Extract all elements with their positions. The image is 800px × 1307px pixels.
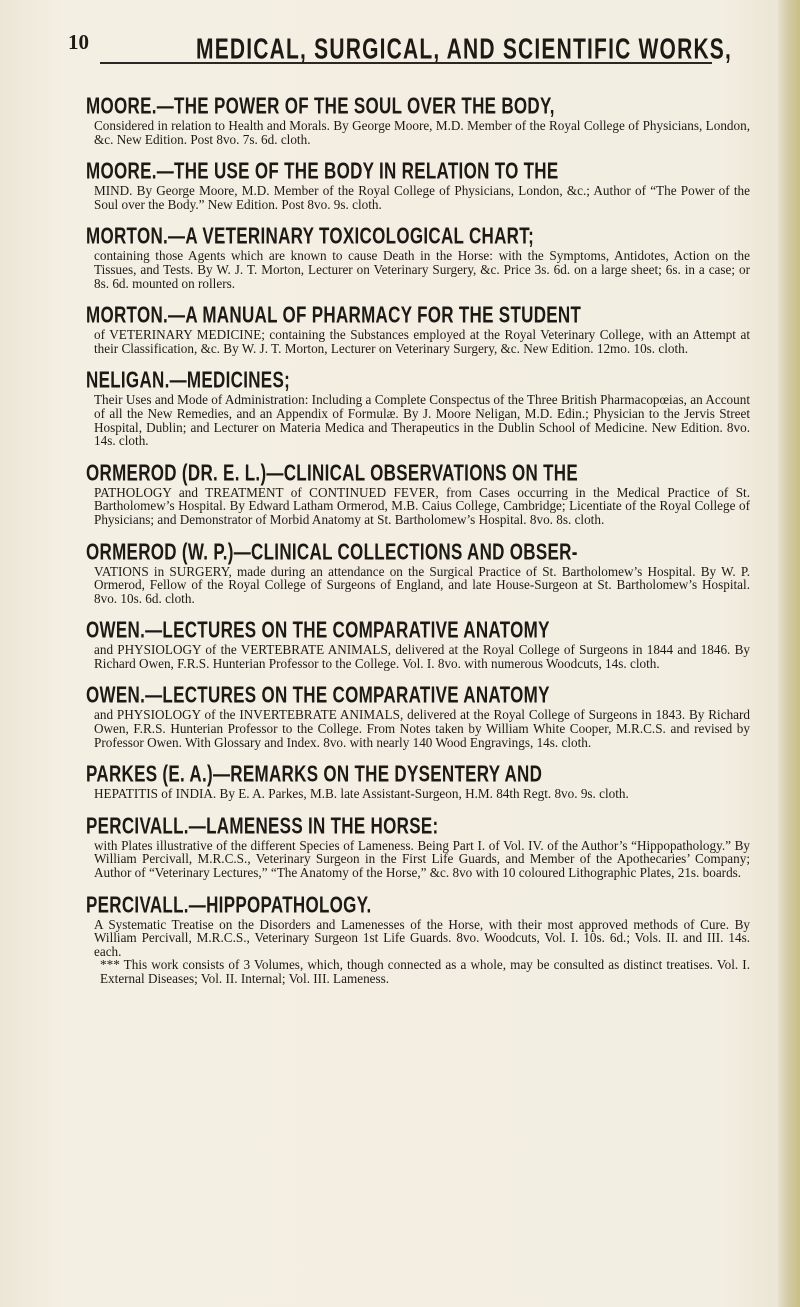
entry-description: and PHYSIOLOGY of the INVERTEBRATE ANIMALS, delivered at the Royal College of Surgeons in 1843. By Richard Owen, F.R.S. Hunterian Professor to the College. From Notes taken by William White Cooper, M.R.C.S. and revised by Professor Owen. With Glossary and Index. 8vo. with nearly 140 Wood Engravings, 14s. cloth.: [94, 707, 750, 750]
running-head: MEDICAL, SURGICAL, AND SCIENTIFIC WORKS,: [196, 34, 733, 66]
catalogue-entry: [86, 539, 752, 606]
catalogue-entry: [86, 460, 752, 527]
entry-headline: OWEN.—LECTURES ON THE COMPARATIVE ANATOMY: [86, 682, 550, 709]
entry-headline: ORMEROD (DR. E. L.)—CLINICAL OBSERVATIONS ON THE: [86, 459, 578, 486]
header-rule: [100, 62, 712, 64]
catalogue-entry: [86, 617, 752, 670]
entry-headline: MOORE.—THE USE OF THE BODY IN RELATION TO THE: [86, 158, 559, 185]
catalogue-entry: [86, 158, 752, 211]
page-number: 10: [68, 30, 89, 54]
entry-description: A Systematic Treatise on the Disorders and Lamenesses of the Horse, with their most approved methods of Cure. By William Percivall, M.R.C.S., Veterinary Surgeon 1st Life Guards. 8vo. Woodcuts, Vol. I. 10s. 6d.; Vols. II. and III. 14s. each.: [94, 916, 750, 959]
entry-headline: MOORE.—THE POWER OF THE SOUL OVER THE BODY,: [86, 93, 555, 120]
page-edge: [778, 0, 800, 1307]
entry-description: MIND. By George Moore, M.D. Member of the Royal College of Physicians, London, &c.; Author of “The Power of the Soul over the Body.” New Edition. Post 8vo. 9s. cloth.: [94, 183, 750, 212]
entry-description: containing those Agents which are known to cause Death in the Horse: with the Symptoms, Antidotes, Action on the Tissues, and Tests. By W. J. T. Morton, Lecturer on Veterinary Surgery, &c. Price 3s. 6d. on a large sheet; 6s. in a case; or 8s. 6d. mounted on rollers.: [94, 248, 750, 291]
catalogue-entry: [86, 302, 752, 355]
entry-headline: MORTON.—A VETERINARY TOXICOLOGICAL CHART;: [86, 223, 535, 250]
entry-headline: ORMEROD (W. P.)—CLINICAL COLLECTIONS AND OBSER-: [86, 538, 578, 565]
entry-headline: NELIGAN.—MEDICINES;: [86, 367, 291, 394]
catalogue-entry: [86, 682, 752, 749]
entry-description: VATIONS in SURGERY, made during an attendance on the Surgical Practice of St. Bartholomew’s Hospital. By W. P. Ormerod, Fellow of the Royal College of Surgeons of England, and late House-Surgeon at St. Bartholomew’s Hospital. 8vo. 10s. 6d. cloth.: [94, 563, 750, 606]
entry-headline: PERCIVALL.—LAMENESS IN THE HORSE:: [86, 812, 439, 840]
catalogue-entry: [86, 761, 752, 801]
entry-description: Their Uses and Mode of Administration: Including a Complete Conspectus of the Three British Pharmacopœias, an Account of all the New Remedies, and an Appendix of Formulæ. By J. Moore Neligan, M.D. Edin.; Physician to the Jervis Street Hospital, Dublin; and Lecturer on Materia Medica and Therapeutics in the Dublin School of Medicine. New Edition. 8vo. 14s. cloth.: [94, 392, 750, 449]
entry-description: of VETERINARY MEDICINE; containing the Substances employed at the Royal Veterinary College, with an Attempt at their Classification, &c. By W. J. T. Morton, Lecturer on Veterinary Surgery, &c. New Edition. 12mo. 10s. cloth.: [94, 327, 750, 356]
entry-description: PATHOLOGY and TREATMENT of CONTINUED FEVER, from Cases occurring in the Medical Practice of St. Bartholomew’s Hospital. By Edward Latham Ormerod, M.B. Caius College, Cambridge; Licentiate of the Royal College of Physicians; and Demonstrator of Morbid Anatomy at St. Bartholomew’s Hospital. 8vo. 8s. cloth.: [94, 484, 750, 527]
entry-headline: MORTON.—A MANUAL OF PHARMACY FOR THE STUDENT: [86, 302, 582, 329]
catalogue-entries: [86, 93, 752, 986]
entry-headline: PERCIVALL.—HIPPOPATHOLOGY.: [86, 891, 372, 918]
catalogue-entry: [86, 892, 752, 986]
catalogue-entry: [86, 367, 752, 447]
entry-note: *** This work consists of 3 Volumes, which, though connected as a whole, may be consulted as distinct treatises. Vol. I. External Diseases; Vol. II. Internal; Vol. III. Lameness.: [100, 957, 750, 986]
entry-description: with Plates illustrative of the different Species of Lameness. Being Part I. of Vol. IV. of the Author’s “Hippopathology.” By William Percivall, M.R.C.S., Veterinary Surgeon in the First Life Guards, and Member of the Apothecaries’ Company; Author of “Veterinary Lectures,” “The Anatomy of the Horse,” &c. 8vo with 10 coloured Lithographic Plates, 21s. boards.: [94, 837, 750, 881]
entry-headline: PARKES (E. A.)—REMARKS ON THE DYSENTERY AND: [86, 761, 543, 788]
entry-description: and PHYSIOLOGY of the VERTEBRATE ANIMALS, delivered at the Royal College of Surgeons in 1844 and 1846. By Richard Owen, F.R.S. Hunterian Professor to the College. Vol. I. 8vo. with numerous Woodcuts, 14s. cloth.: [94, 642, 750, 671]
catalogue-entry: [86, 223, 752, 290]
entry-headline: OWEN.—LECTURES ON THE COMPARATIVE ANATOMY: [86, 617, 550, 644]
catalogue-entry: [86, 93, 752, 146]
entry-description: Considered in relation to Health and Morals. By George Moore, M.D. Member of the Royal College of Physicians, London, &c. New Edition. Post 8vo. 7s. 6d. cloth.: [94, 118, 750, 147]
entry-description: HEPATITIS of INDIA. By E. A. Parkes, M.B. late Assistant-Surgeon, H.M. 84th Regt. 8vo. 9s. cloth.: [94, 786, 629, 802]
catalogue-entry: [86, 813, 752, 880]
